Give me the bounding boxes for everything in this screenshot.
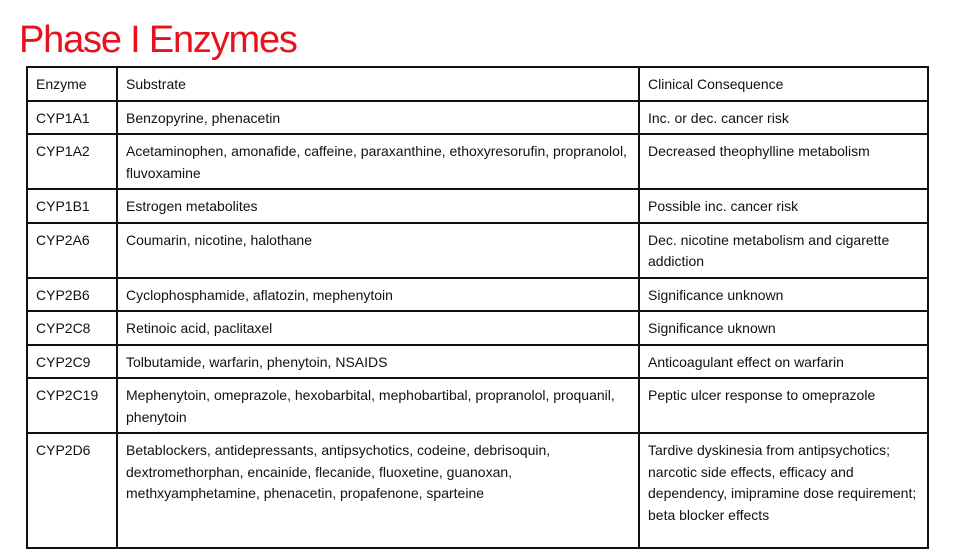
substrate-cell: Coumarin, nicotine, halothane: [117, 223, 639, 278]
consequence-cell: Tardive dyskinesia from antipsychotics; narcotic side effects, efficacy and dependency, imipramine dose requirement; beta blocker effects: [639, 433, 928, 548]
table-row: [27, 378, 928, 433]
consequence-cell: Significance uknown: [639, 311, 928, 345]
consequence-cell: Decreased theophylline metabolism: [639, 134, 928, 189]
consequence-cell: Significance unknown: [639, 278, 928, 312]
header-clinical-consequence: Clinical Consequence: [639, 67, 928, 101]
enzyme-cell: CYP1A2: [27, 134, 117, 189]
substrate-cell: Cyclophosphamide, aflatozin, mephenytoin: [117, 278, 639, 312]
table-row: [27, 278, 928, 312]
consequence-cell: Dec. nicotine metabolism and cigarette addiction: [639, 223, 928, 278]
enzyme-cell: CYP2C9: [27, 345, 117, 379]
substrate-cell: Retinoic acid, paclitaxel: [117, 311, 639, 345]
consequence-cell: Possible inc. cancer risk: [639, 189, 928, 223]
table-row: [27, 223, 928, 278]
substrate-cell: Mephenytoin, omeprazole, hexobarbital, mephobartibal, propranolol, proquanil, phenytoin: [117, 378, 639, 433]
header-enzyme: Enzyme: [27, 67, 117, 101]
substrate-cell: Benzopyrine, phenacetin: [117, 101, 639, 135]
table-row: [27, 134, 928, 189]
enzyme-table: [26, 66, 929, 549]
table-row: [27, 311, 928, 345]
consequence-cell: Inc. or dec. cancer risk: [639, 101, 928, 135]
table-row: [27, 189, 928, 223]
table-row: [27, 101, 928, 135]
slide-title: Phase I Enzymes: [19, 19, 297, 61]
table-row: [27, 345, 928, 379]
consequence-cell: Peptic ulcer response to omeprazole: [639, 378, 928, 433]
enzyme-cell: CYP2D6: [27, 433, 117, 548]
table-row: [27, 433, 928, 548]
substrate-cell: Acetaminophen, amonafide, caffeine, paraxanthine, ethoxyresorufin, propranolol, fluvoxamine: [117, 134, 639, 189]
enzyme-cell: CYP1B1: [27, 189, 117, 223]
substrate-cell: Tolbutamide, warfarin, phenytoin, NSAIDS: [117, 345, 639, 379]
enzyme-cell: CYP2A6: [27, 223, 117, 278]
enzyme-cell: CYP1A1: [27, 101, 117, 135]
substrate-cell: Estrogen metabolites: [117, 189, 639, 223]
enzyme-cell: CYP2B6: [27, 278, 117, 312]
substrate-cell: Betablockers, antidepressants, antipsychotics, codeine, debrisoquin, dextromethorphan, encainide, flecanide, fluoxetine, guanoxan, methxyamphetamine, phenacetin, propafenone, sparteine: [117, 433, 639, 548]
header-substrate: Substrate: [117, 67, 639, 101]
table-header-row: [27, 67, 928, 101]
enzyme-cell: CYP2C8: [27, 311, 117, 345]
enzyme-cell: CYP2C19: [27, 378, 117, 433]
consequence-cell: Anticoagulant effect on warfarin: [639, 345, 928, 379]
